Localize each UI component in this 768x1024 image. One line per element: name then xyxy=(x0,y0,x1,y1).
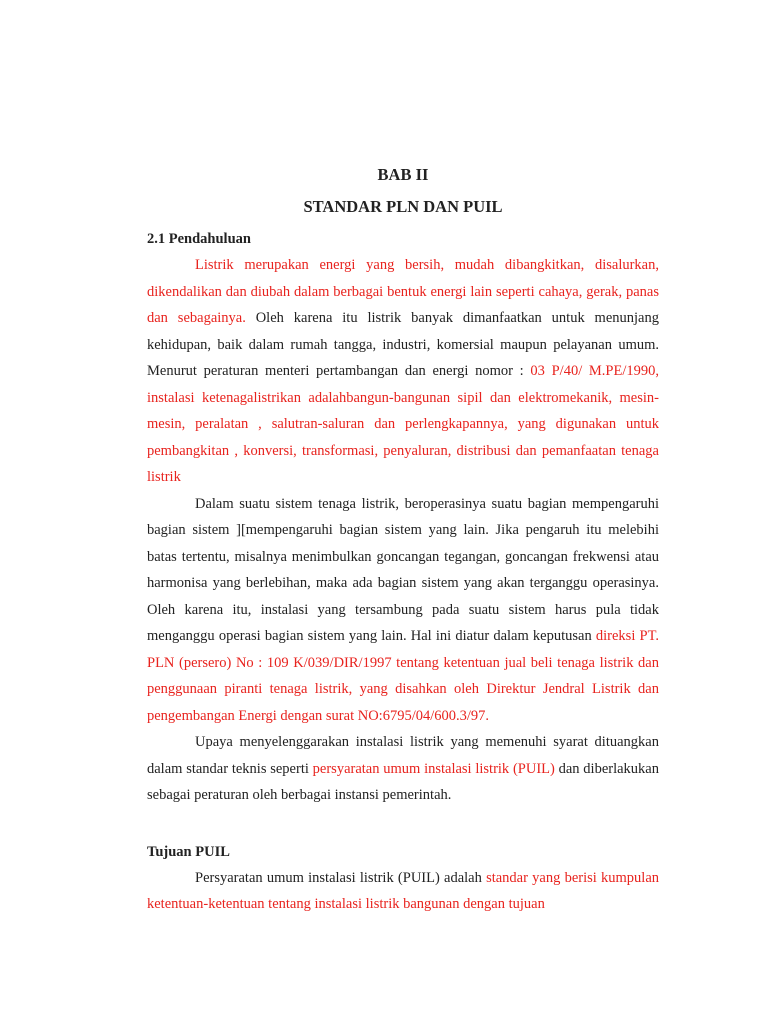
section-heading-tujuan-puil: Tujuan PUIL xyxy=(147,843,230,860)
spacer xyxy=(147,809,659,835)
body-text: Dalam suatu sistem tenaga listrik, beroperasinya suatu bagian mempengaruhi bagian sistem ][mempengaruhi bagian sistem yang lain. Jika pengaruh itu melebihi batas tertentu, misalnya menimbulkan goncangan tegangan, goncangan frekwensi atau harmonisa yang berlebihan, maka ada bagian sistem yang akan terganggu operasinya. Oleh karena itu, instalasi yang tersambung pada suatu sistem harus pula tidak menganggu operasi bagian sistem yang lain. Hal ini diatur dalam keputusan xyxy=(147,495,659,644)
paragraph-4 xyxy=(147,865,659,918)
paragraph-1 xyxy=(147,252,659,491)
highlighted-text: Listrik merupakan energi yang bersih, mudah dibangkitkan, disalurkan, dikendalikan dan diubah dalam berbagai bentuk energi lain seperti cahaya, gerak, panas dan sebagainya. xyxy=(147,257,659,326)
section-heading-pendahuluan: 2.1 Pendahuluan xyxy=(147,231,251,247)
paragraph-3 xyxy=(147,729,659,809)
body-text: Persyaratan umum instalasi listrik (PUIL) adalah xyxy=(195,869,487,886)
body-text: Upaya menyelenggarakan instalasi listrik yang memenuhi syarat dituangkan dalam standar teknis seperti xyxy=(147,734,659,777)
highlighted-text: persyaratan umum instalasi listrik (PUIL) xyxy=(312,760,555,777)
body-text: dan diberlakukan sebagai peraturan oleh berbagai instansi pemerintah. xyxy=(147,760,659,803)
highlighted-text: direksi PT. PLN (persero) No : 109 K/039/DIR/1997 tentang ketentuan jual beli tenaga listrik dan penggunaan piranti tenaga listrik, yang disahkan oleh Direktur Jendral Listrik dan pengembangan Energi dengan surat NO:6795/04/600.3/97. xyxy=(147,628,659,724)
chapter-title: STANDAR PLN DAN PUIL xyxy=(303,197,503,216)
body-text: Oleh karena itu listrik banyak dimanfaatkan untuk menunjang kehidupan, baik dalam rumah tangga, industri, komersial maupun pelayanan umum. Menurut peraturan menteri pertambangan dan energi nomor : xyxy=(147,310,659,379)
paragraph-2 xyxy=(147,491,659,730)
chapter-number: BAB II xyxy=(377,165,429,184)
highlighted-text: standar yang berisi kumpulan ketentuan-ketentuan tentang instalasi listrik bangunan dengan tujuan xyxy=(147,869,659,912)
highlighted-text: 03 P/40/ M.PE/1990, instalasi ketenagalistrikan adalahbangun-bangunan sipil dan elektromekanik, mesin-mesin, peralatan , salutran-saluran dan perlengkapannya, yang digunakan untuk pembangkitan , konversi, transformasi, penyaluran, distribusi dan pemanfaatan tenaga listrik xyxy=(147,363,659,485)
